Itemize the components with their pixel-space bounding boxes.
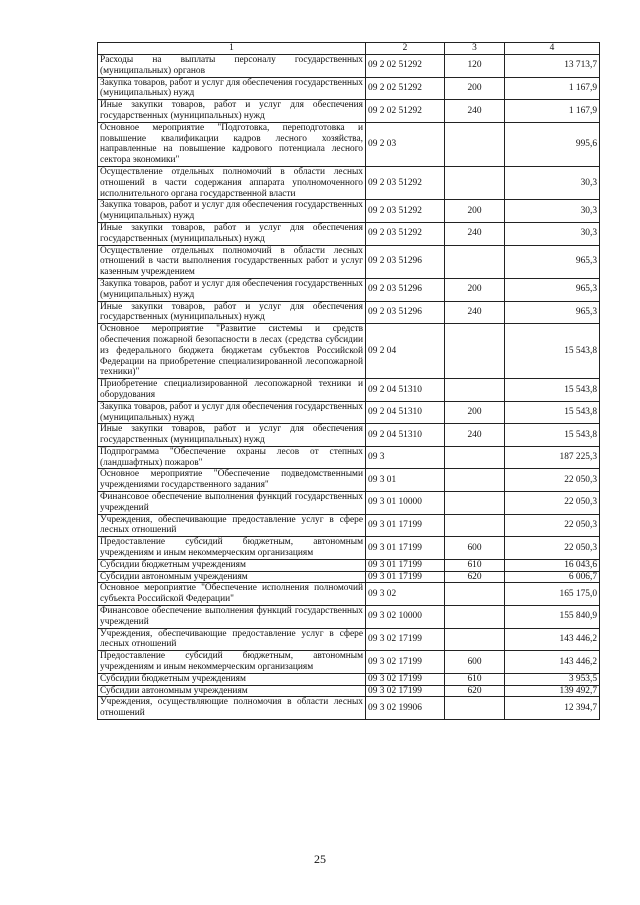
cell-name: Подпрограмма "Обеспечение охраны лесов от степных (ландшафтных) пожаров" — [98, 446, 366, 469]
cell-name: Расходы на выплаты персоналу государственных (муниципальных) органов — [98, 55, 366, 78]
cell-expense-type — [445, 446, 505, 469]
cell-amount: 3 953,5 — [505, 673, 600, 685]
cell-name: Иные закупки товаров, работ и услуг для обеспечения государственных (муниципальных) нужд — [98, 100, 366, 123]
cell-name: Основное мероприятие "Обеспечение подведомственными учреждениями государственного задания" — [98, 469, 366, 492]
cell-code: 09 2 02 51292 — [366, 77, 445, 100]
cell-code: 09 3 01 — [366, 469, 445, 492]
cell-expense-type — [445, 122, 505, 166]
table-row — [98, 537, 600, 560]
cell-amount: 30,3 — [505, 166, 600, 199]
cell-expense-type: 620 — [445, 685, 505, 697]
cell-code: 09 2 04 51310 — [366, 379, 445, 402]
cell-amount: 30,3 — [505, 200, 600, 223]
cell-name: Основное мероприятие "Подготовка, переподготовка и повышение квалификации кадров лесного хозяйства, направленные на повышение кадрового потенциала лесного сектора экономики" — [98, 122, 366, 166]
cell-name: Основное мероприятие "Обеспечение исполнения полномочий субъекта Российской Федерации" — [98, 583, 366, 606]
cell-code: 09 3 02 19906 — [366, 697, 445, 720]
cell-name: Финансовое обеспечение выполнения функций государственных учреждений — [98, 492, 366, 515]
page-number: 25 — [314, 852, 326, 866]
cell-name: Осуществление отдельных полномочий в области лесных отношений в части содержания аппарата уполномоченного исполнительного органа государственной власти — [98, 166, 366, 199]
budget-document — [97, 42, 599, 720]
cell-expense-type — [445, 583, 505, 606]
cell-code: 09 3 01 10000 — [366, 492, 445, 515]
cell-code: 09 3 01 17199 — [366, 559, 445, 571]
table-row — [98, 651, 600, 674]
cell-expense-type — [445, 492, 505, 515]
cell-amount: 22 050,3 — [505, 469, 600, 492]
table-row — [98, 379, 600, 402]
cell-expense-type — [445, 166, 505, 199]
cell-code: 09 3 01 17199 — [366, 537, 445, 560]
cell-expense-type: 600 — [445, 651, 505, 674]
cell-amount: 15 543,8 — [505, 424, 600, 447]
cell-expense-type: 200 — [445, 77, 505, 100]
cell-name: Закупка товаров, работ и услуг для обеспечения государственных (муниципальных) нужд — [98, 77, 366, 100]
cell-amount: 187 225,3 — [505, 446, 600, 469]
cell-amount: 1 167,9 — [505, 100, 600, 123]
cell-expense-type — [445, 606, 505, 629]
cell-expense-type: 240 — [445, 424, 505, 447]
budget-table-body — [98, 43, 600, 720]
table-row — [98, 222, 600, 245]
cell-amount: 22 050,3 — [505, 514, 600, 537]
cell-code: 09 2 02 51292 — [366, 55, 445, 78]
cell-code: 09 3 02 17199 — [366, 673, 445, 685]
table-row — [98, 55, 600, 78]
cell-amount: 13 713,7 — [505, 55, 600, 78]
column-header-3: 3 — [445, 43, 505, 55]
cell-name: Субсидии автономным учреждениям — [98, 571, 366, 583]
cell-amount: 155 840,9 — [505, 606, 600, 629]
cell-amount: 22 050,3 — [505, 492, 600, 515]
table-row — [98, 559, 600, 571]
cell-amount: 139 492,7 — [505, 685, 600, 697]
cell-expense-type: 240 — [445, 100, 505, 123]
cell-expense-type: 610 — [445, 673, 505, 685]
cell-expense-type: 620 — [445, 571, 505, 583]
cell-name: Осуществление отдельных полномочий в области лесных отношений в части выполнения государственных работ и услуг казенным учреждением — [98, 245, 366, 278]
cell-code: 09 3 02 17199 — [366, 685, 445, 697]
cell-code: 09 2 03 51296 — [366, 301, 445, 324]
cell-name: Закупка товаров, работ и услуг для обеспечения государственных (муниципальных) нужд — [98, 200, 366, 223]
cell-code: 09 2 03 51296 — [366, 245, 445, 278]
cell-expense-type: 240 — [445, 301, 505, 324]
cell-code: 09 3 01 17199 — [366, 571, 445, 583]
cell-expense-type: 200 — [445, 278, 505, 301]
cell-name: Приобретение специализированной лесопожарной техники и оборудования — [98, 379, 366, 402]
cell-name: Иные закупки товаров, работ и услуг для обеспечения государственных (муниципальных) нужд — [98, 222, 366, 245]
cell-name: Предоставление субсидий бюджетным, автономным учреждениям и иным некоммерческим организациям — [98, 651, 366, 674]
cell-expense-type: 610 — [445, 559, 505, 571]
table-header-row — [98, 43, 600, 55]
table-row — [98, 492, 600, 515]
cell-expense-type — [445, 245, 505, 278]
cell-code: 09 3 02 17199 — [366, 628, 445, 651]
cell-expense-type: 240 — [445, 222, 505, 245]
cell-code: 09 3 02 17199 — [366, 651, 445, 674]
table-row — [98, 673, 600, 685]
table-row — [98, 606, 600, 629]
cell-amount: 1 167,9 — [505, 77, 600, 100]
cell-name: Основное мероприятие "Развитие системы и средств обеспечения пожарной безопасности в лесах (средства субсидии из федерального бюджета бюджетам субъектов Российской Федерации на приобретение специализированной лесопожарной техники)" — [98, 324, 366, 379]
table-row — [98, 571, 600, 583]
cell-code: 09 2 03 51292 — [366, 222, 445, 245]
cell-amount: 15 543,8 — [505, 401, 600, 424]
table-row — [98, 469, 600, 492]
table-row — [98, 166, 600, 199]
cell-amount: 16 043,6 — [505, 559, 600, 571]
cell-name: Субсидии бюджетным учреждениям — [98, 559, 366, 571]
cell-name: Субсидии автономным учреждениям — [98, 685, 366, 697]
cell-code: 09 2 04 51310 — [366, 401, 445, 424]
cell-expense-type — [445, 514, 505, 537]
cell-name: Закупка товаров, работ и услуг для обеспечения государственных (муниципальных) нужд — [98, 401, 366, 424]
cell-code: 09 2 02 51292 — [366, 100, 445, 123]
table-row — [98, 446, 600, 469]
cell-code: 09 2 03 51296 — [366, 278, 445, 301]
cell-name: Закупка товаров, работ и услуг для обеспечения государственных (муниципальных) нужд — [98, 278, 366, 301]
cell-name: Предоставление субсидий бюджетным, автономным учреждениям и иным некоммерческим организациям — [98, 537, 366, 560]
cell-code: 09 3 02 — [366, 583, 445, 606]
cell-expense-type: 200 — [445, 401, 505, 424]
cell-name: Учреждения, обеспечивающие предоставление услуг в сфере лесных отношений — [98, 628, 366, 651]
cell-expense-type: 120 — [445, 55, 505, 78]
cell-amount: 965,3 — [505, 278, 600, 301]
cell-amount: 22 050,3 — [505, 537, 600, 560]
table-row — [98, 401, 600, 424]
cell-code: 09 2 04 51310 — [366, 424, 445, 447]
cell-amount: 6 006,7 — [505, 571, 600, 583]
table-row — [98, 200, 600, 223]
column-header-1: 1 — [98, 43, 366, 55]
cell-amount: 15 543,8 — [505, 379, 600, 402]
table-row — [98, 278, 600, 301]
cell-expense-type — [445, 469, 505, 492]
cell-code: 09 2 03 51292 — [366, 166, 445, 199]
table-row — [98, 301, 600, 324]
cell-expense-type: 200 — [445, 200, 505, 223]
cell-amount: 12 394,7 — [505, 697, 600, 720]
table-row — [98, 77, 600, 100]
cell-name: Субсидии бюджетным учреждениям — [98, 673, 366, 685]
cell-code: 09 3 01 17199 — [366, 514, 445, 537]
cell-expense-type — [445, 697, 505, 720]
cell-amount: 965,3 — [505, 301, 600, 324]
cell-name: Учреждения, обеспечивающие предоставление услуг в сфере лесных отношений — [98, 514, 366, 537]
table-row — [98, 628, 600, 651]
cell-amount: 30,3 — [505, 222, 600, 245]
cell-name: Иные закупки товаров, работ и услуг для обеспечения государственных (муниципальных) нужд — [98, 424, 366, 447]
cell-code: 09 2 03 51292 — [366, 200, 445, 223]
cell-expense-type — [445, 324, 505, 379]
budget-table — [97, 42, 600, 720]
cell-amount: 995,6 — [505, 122, 600, 166]
cell-name: Учреждения, осуществляющие полномочия в области лесных отношений — [98, 697, 366, 720]
cell-amount: 143 446,2 — [505, 628, 600, 651]
cell-code: 09 2 03 — [366, 122, 445, 166]
cell-expense-type: 600 — [445, 537, 505, 560]
table-row — [98, 583, 600, 606]
cell-name: Иные закупки товаров, работ и услуг для обеспечения государственных (муниципальных) нужд — [98, 301, 366, 324]
table-row — [98, 514, 600, 537]
table-row — [98, 324, 600, 379]
table-row — [98, 245, 600, 278]
column-header-4: 4 — [505, 43, 600, 55]
cell-amount: 143 446,2 — [505, 651, 600, 674]
cell-amount: 165 175,0 — [505, 583, 600, 606]
cell-amount: 965,3 — [505, 245, 600, 278]
table-row — [98, 100, 600, 123]
table-row — [98, 697, 600, 720]
cell-amount: 15 543,8 — [505, 324, 600, 379]
table-row — [98, 685, 600, 697]
cell-expense-type — [445, 379, 505, 402]
column-header-2: 2 — [366, 43, 445, 55]
cell-name: Финансовое обеспечение выполнения функций государственных учреждений — [98, 606, 366, 629]
table-row — [98, 424, 600, 447]
cell-code: 09 2 04 — [366, 324, 445, 379]
cell-code: 09 3 02 10000 — [366, 606, 445, 629]
cell-expense-type — [445, 628, 505, 651]
cell-code: 09 3 — [366, 446, 445, 469]
table-row — [98, 122, 600, 166]
